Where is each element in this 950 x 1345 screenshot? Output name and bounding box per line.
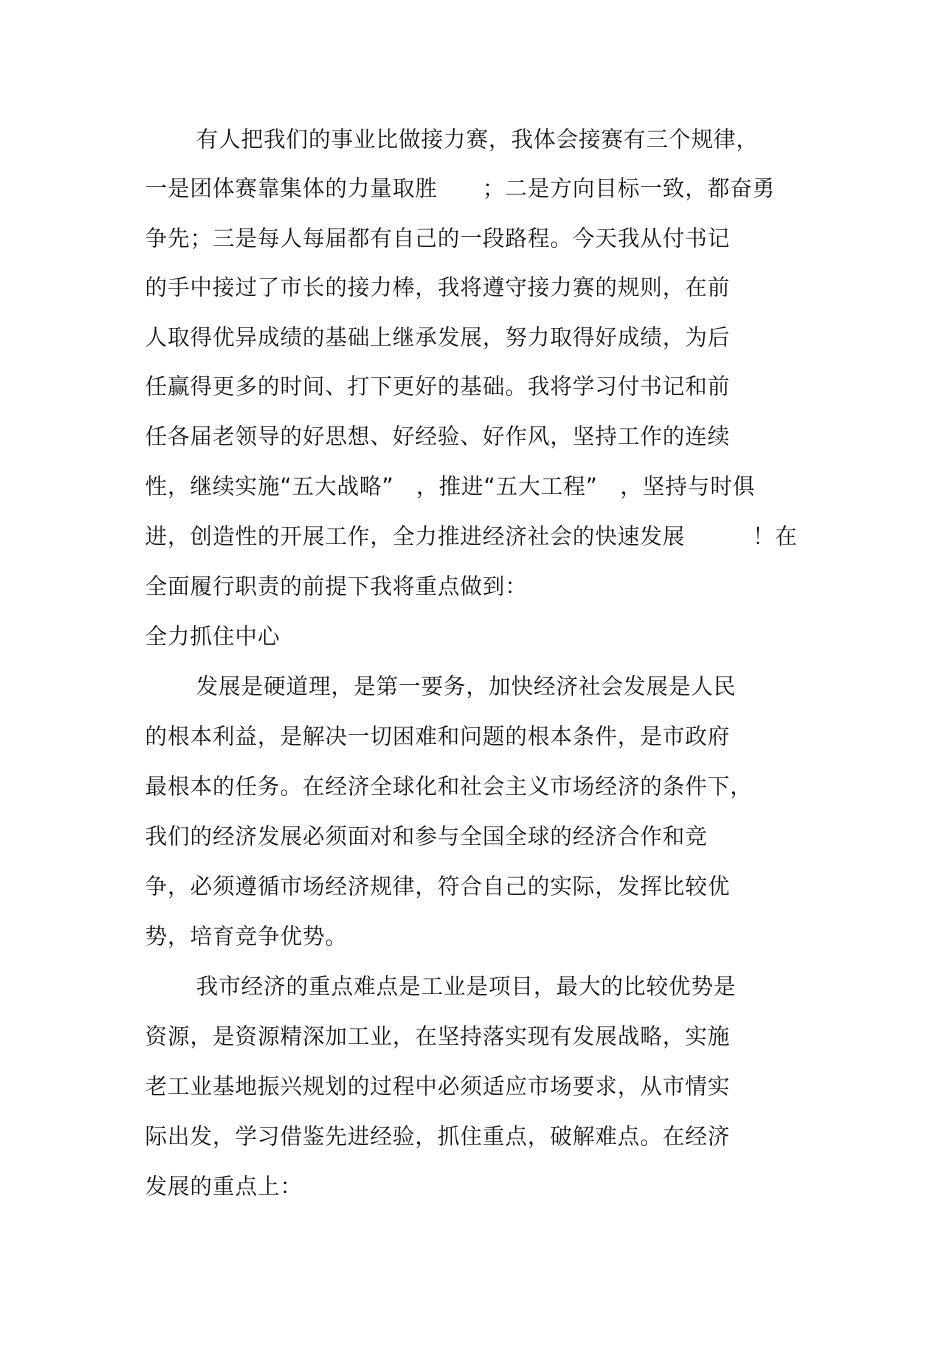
paragraph-line: 进，创造性的开展工作，全力推进经济社会的快速发展 ！在 [145, 525, 798, 550]
paragraph-line: 资源，是资源精深加工业，在坚持落实现有发展战略，实施 [145, 1025, 731, 1050]
paragraph-line: 势，培育竞争优势。 [145, 925, 348, 950]
paragraph-line: 我们的经济发展必须面对和参与全国全球的经济合作和竞 [145, 825, 708, 850]
paragraph-line: 发展的重点上： [145, 1175, 303, 1200]
section-heading: 全力抓住中心 [145, 625, 281, 650]
paragraph-line: 一是团体赛靠集体的力量取胜 ；二是方向目标一致，都奋勇 [145, 177, 776, 202]
paragraph-line: 任各届老领导的好思想、好经验、好作风，坚持工作的连续 [145, 425, 731, 450]
paragraph-line: 有人把我们的事业比做接力赛，我体会接赛有三个规律， [196, 128, 759, 153]
paragraph-line: 的手中接过了市长的接力棒，我将遵守接力赛的规则，在前 [145, 276, 731, 301]
paragraph-line: 任赢得更多的时间、打下更好的基础。我将学习付书记和前 [145, 375, 731, 400]
paragraph-line: 人取得优异成绩的基础上继承发展，努力取得好成绩，为后 [145, 326, 731, 351]
paragraph-line: 的根本利益，是解决一切困难和问题的根本条件，是市政府 [145, 725, 731, 750]
paragraph-line: 老工业基地振兴规划的过程中必须适应市场要求，从市情实 [145, 1075, 731, 1100]
paragraph-line: 际出发，学习借鉴先进经验，抓住重点，破解难点。在经济 [145, 1125, 731, 1150]
paragraph-line: 争，必须遵循市场经济规律，符合自己的实际，发挥比较优 [145, 875, 731, 900]
paragraph-line: 最根本的任务。在经济全球化和社会主义市场经济的条件下， [145, 775, 753, 800]
paragraph-line: 争先；三是每人每届都有自己的一段路程。今天我从付书记 [145, 227, 731, 252]
paragraph-line: 性，继续实施“五大战略” ，推进“五大工程” ，坚持与时俱 [145, 475, 756, 500]
paragraph-line: 全面履行职责的前提下我将重点做到： [145, 575, 528, 600]
paragraph-line: 发展是硬道理，是第一要务，加快经济社会发展是人民 [196, 675, 737, 700]
paragraph-line: 我市经济的重点难点是工业是项目，最大的比较优势是 [196, 975, 737, 1000]
